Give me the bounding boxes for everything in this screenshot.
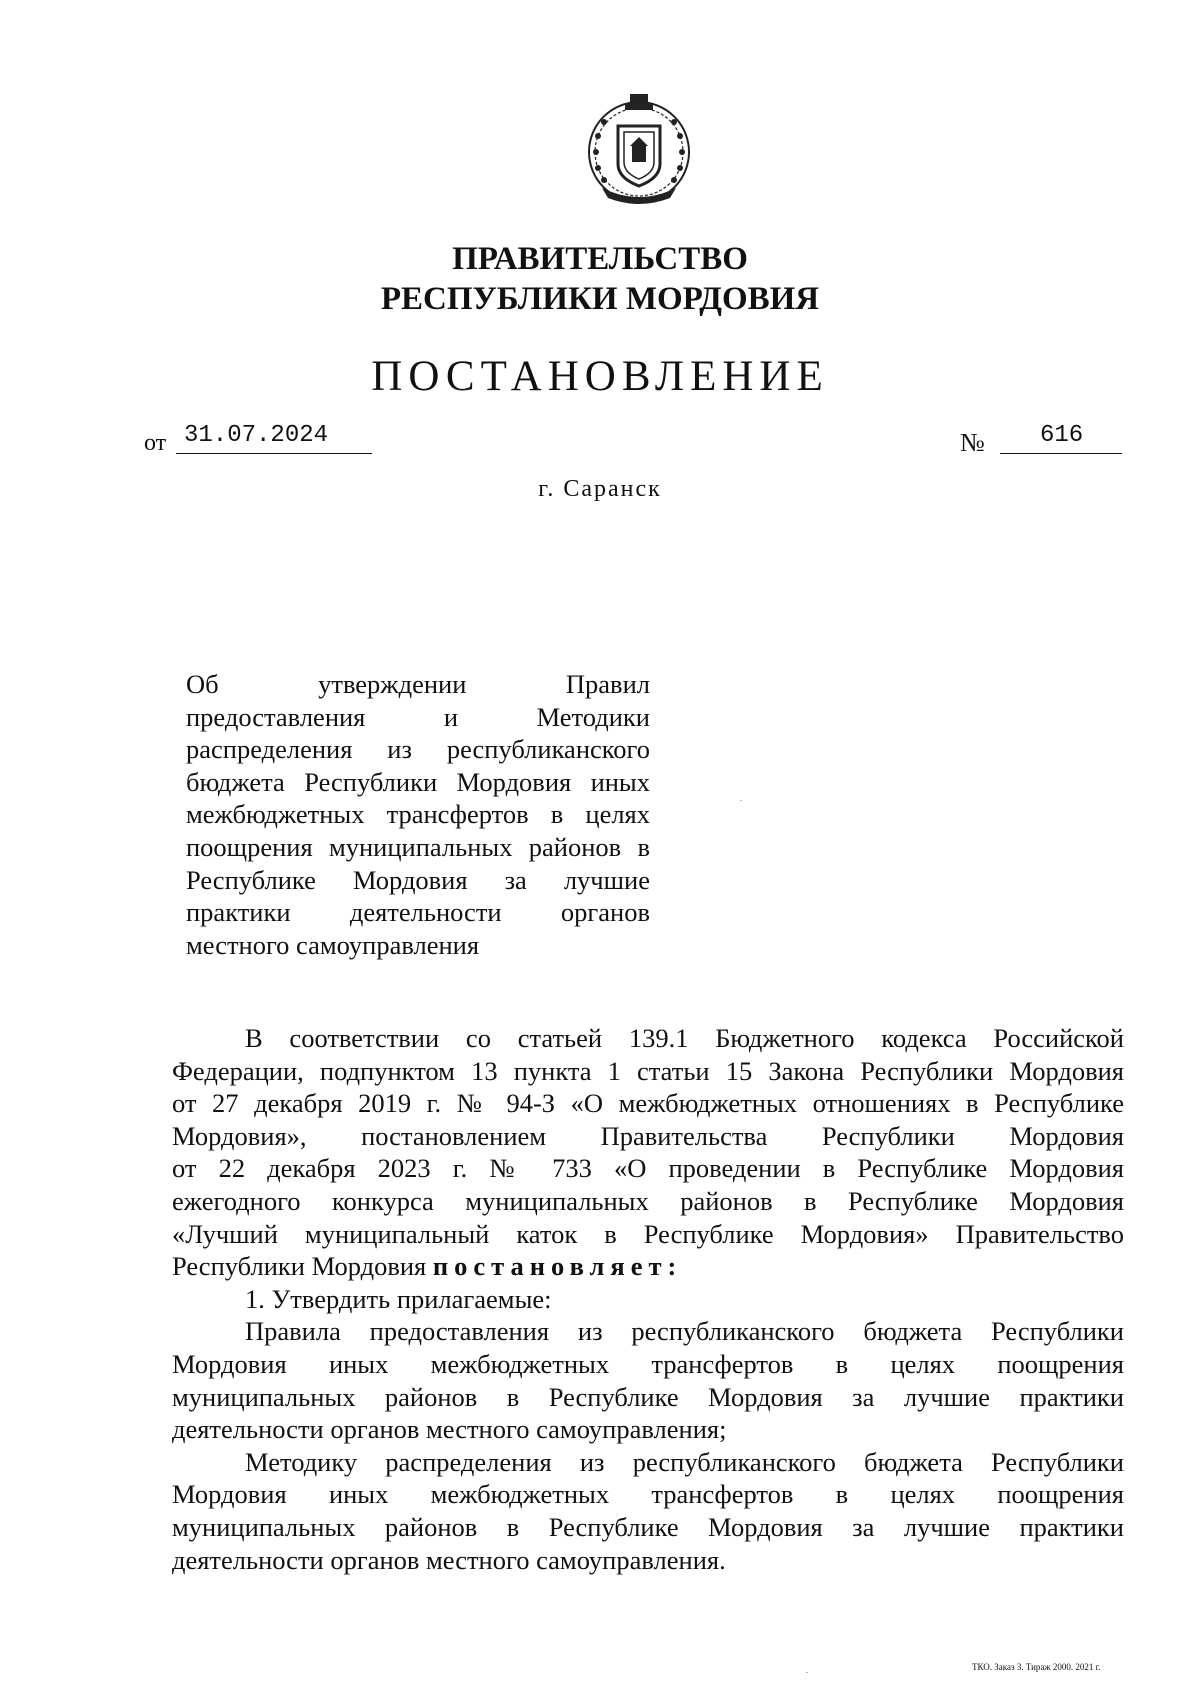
subject-line: поощрения муниципальных районов в: [186, 831, 650, 862]
rules-line: Мордовия иных межбюджетных трансфертов в целях поощрения: [172, 1348, 1124, 1379]
subject-line: бюджета Республики Мордовия иных: [186, 766, 650, 797]
method-line: деятельности органов местного самоуправления.: [172, 1544, 726, 1575]
method-line: Мордовия иных межбюджетных трансфертов в целях поощрения: [172, 1479, 1124, 1510]
subject-line: межбюджетных трансфертов в целях: [186, 799, 650, 830]
resolves-word: постановляет:: [432, 1251, 683, 1282]
body-line: Мордовия», постановлением Правительства Республики Мордовия: [172, 1120, 1124, 1151]
scan-speck: [806, 1672, 808, 1673]
document-number: 616: [1000, 422, 1122, 454]
number-prefix: №: [960, 428, 985, 457]
body-line: «Лучший муниципальный каток в Республике Мордовия» Правительство: [172, 1218, 1124, 1249]
document-date: 31.07.2024: [176, 422, 372, 454]
body-line: [172, 1250, 1124, 1283]
print-note: ТКО. Заказ 3. Тираж 2000. 2021 г.: [972, 1662, 1101, 1672]
scan-speck: [740, 800, 742, 801]
subject-line: практики деятельности органов: [186, 897, 650, 928]
item-1: 1. Утвердить прилагаемые:: [245, 1283, 552, 1314]
body-line: от 27 декабря 2019 г. № 94-З «О межбюджетных отношениях в Республике: [172, 1088, 1124, 1119]
body-line: от 22 декабря 2023 г. № 733 «О проведении в Республике Мордовия: [172, 1153, 1124, 1184]
method-line: муниципальных районов в Республике Мордовия за лучшие практики: [172, 1511, 1124, 1542]
method-line: Методику распределения из республиканского бюджета Республики: [245, 1446, 1124, 1477]
government-title-line1: ПРАВИТЕЛЬСТВО: [452, 241, 748, 277]
subject-line: распределения из республиканского: [186, 734, 650, 765]
coat-of-arms-icon: [580, 90, 698, 210]
document-body: [172, 1022, 1124, 1576]
city-line: г. Саранск: [538, 476, 662, 502]
date-prefix: от: [144, 430, 167, 456]
rules-line: деятельности органов местного самоуправления;: [172, 1414, 727, 1445]
government-title-line2: РЕСПУБЛИКИ МОРДОВИЯ: [380, 281, 820, 317]
subject-line: Республике Мордовия за лучшие: [186, 864, 650, 895]
subject-line: Об утверждении Правил: [186, 669, 650, 699]
subject-line: местного самоуправления: [186, 929, 480, 960]
rules-line: Правила предоставления из республиканского бюджета Республики: [245, 1316, 1124, 1347]
body-line: ежегодного конкурса муниципальных районов в Республике Мордовия: [172, 1185, 1124, 1216]
rules-line: муниципальных районов в Республике Мордовия за лучшие практики: [172, 1381, 1124, 1412]
document-type-heading: ПОСТАНОВЛЕНИЕ: [371, 353, 829, 400]
subject-line: предоставления и Методики: [186, 701, 650, 732]
body-line: Федерации, подпунктом 13 пункта 1 статьи 15 Закона Республики Мордовия: [172, 1055, 1124, 1086]
subject-block: [186, 668, 650, 961]
body-line-prefix: Республики Мордовия: [172, 1251, 427, 1282]
body-line: В соответствии со статьей 139.1 Бюджетного кодекса Российской: [245, 1023, 1124, 1053]
